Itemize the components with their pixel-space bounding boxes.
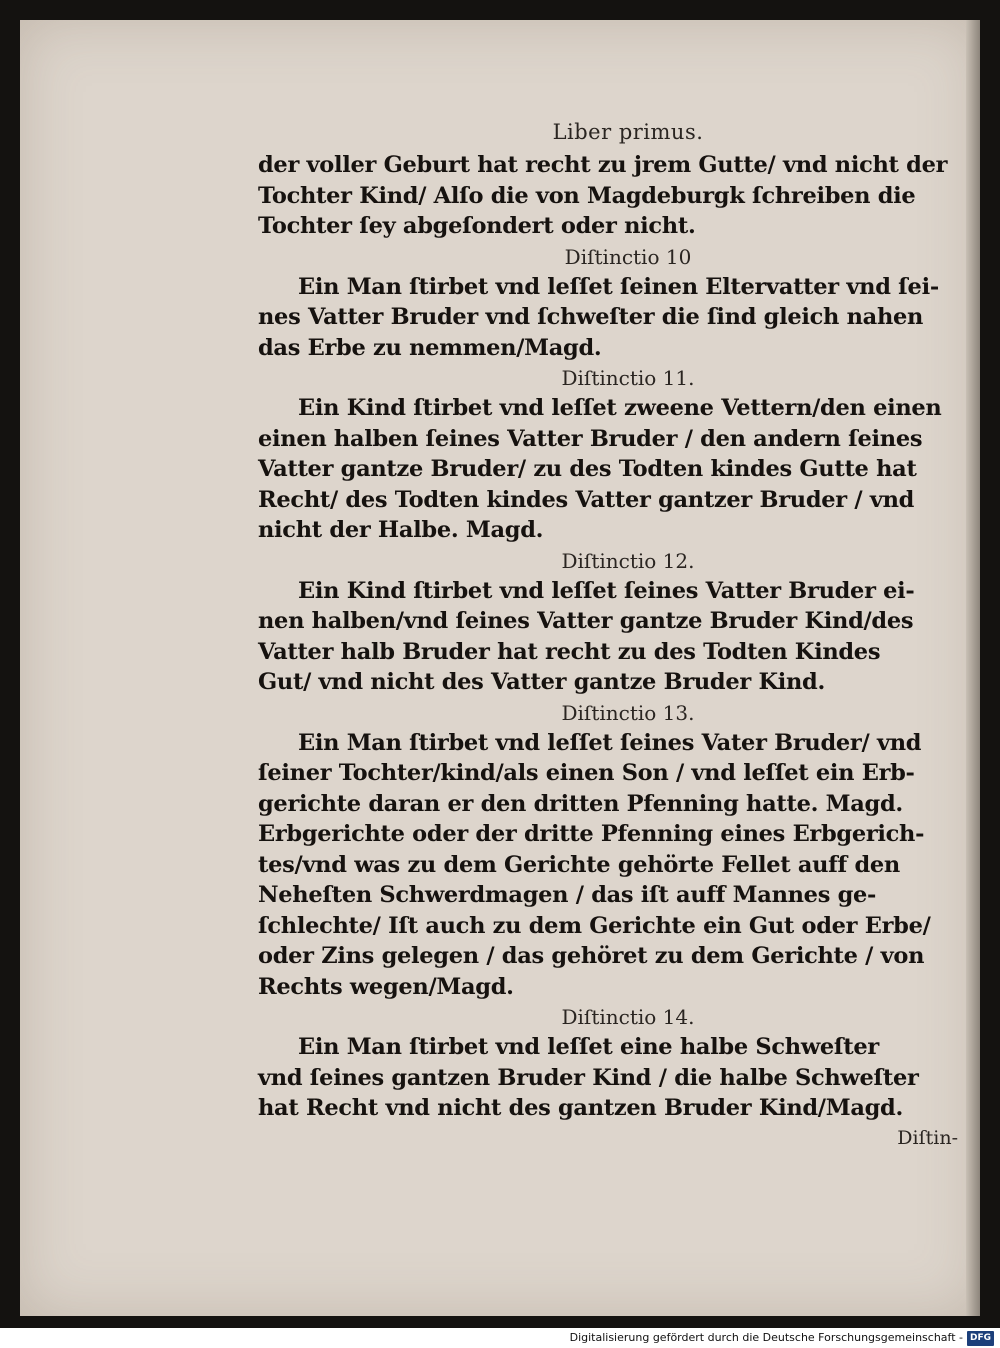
text-line: Erbgerichte oder der dritte Pfenning eines Erbgerich- bbox=[258, 821, 925, 847]
text-line: der voller Geburt hat recht zu jrem Gutte/ vnd nicht der bbox=[258, 152, 948, 178]
text-line: Ein Man ſtirbet vnd leſſet ſeinen Eltervatter vnd ſei- bbox=[298, 273, 939, 300]
text-line: vnd ſeines gantzen Bruder Kind / die halbe Schweſter bbox=[258, 1064, 919, 1091]
text-line: Rechts wegen/Magd. bbox=[258, 973, 514, 1000]
text-line: Vatter gantze Bruder/ zu des Todten kindes Gutte hat bbox=[258, 456, 917, 482]
text-line: oder Zins gelegen / das gehöret zu dem Gerichte / von bbox=[258, 943, 925, 969]
catchword: Diſtin- bbox=[897, 1126, 958, 1149]
text-line: Ein Man ſtirbet vnd leſſet eine halbe Schweſter bbox=[298, 1034, 879, 1060]
dfg-logo: DFG bbox=[967, 1331, 994, 1346]
text-line: das Erbe zu nemmen/Magd. bbox=[258, 334, 602, 361]
section-heading: Diſtinctio 14. bbox=[561, 1005, 695, 1029]
footer-credit: Digitalisierung gefördert durch die Deutsche Forschungsgemeinschaft - bbox=[569, 1331, 963, 1344]
section-heading: Diſtinctio 10 bbox=[564, 244, 692, 269]
text-line: Recht/ des Todten kindes Vatter gantzer Bruder / vnd bbox=[258, 486, 915, 513]
text-block bbox=[258, 120, 958, 1152]
text-line: tes/vnd was zu dem Gerichte gehörte Fellet auff den bbox=[258, 851, 900, 878]
text-line: nen halben/vnd ſeines Vatter gantze Bruder Kind/des bbox=[258, 608, 914, 634]
text-line: Ein Man ſtirbet vnd leſſet ſeines Vater Bruder/ vnd bbox=[298, 729, 922, 756]
text-line: Neheſten Schwerdmagen / das iſt auff Mannes ge- bbox=[258, 882, 877, 908]
text-line: ſeiner Tochter/kind/als einen Son / vnd leſſet ein Erb- bbox=[258, 760, 915, 786]
section-heading: Diſtinctio 12. bbox=[561, 548, 695, 573]
section-heading: Diſtinctio 13. bbox=[561, 700, 695, 725]
text-line: Tochter Kind/ Alſo die von Magdeburgk ſchreiben die bbox=[258, 182, 916, 209]
footer-bar bbox=[0, 1328, 1000, 1348]
page-edge bbox=[966, 20, 980, 1316]
section-heading: Diſtinctio 11. bbox=[561, 366, 695, 390]
text-line: nicht der Halbe. Magd. bbox=[258, 517, 544, 543]
text-line: einen halben ſeines Vatter Bruder / den andern ſeines bbox=[258, 425, 923, 452]
text-line: ſchlechte/ Iſt auch zu dem Gerichte ein Gut oder Erbe/ bbox=[258, 912, 931, 939]
text-line: nes Vatter Bruder vnd ſchweſter die ſind gleich nahen bbox=[258, 304, 924, 330]
running-head: Liber primus. bbox=[552, 120, 704, 144]
book-page bbox=[20, 20, 980, 1316]
text-line: Vatter halb Bruder hat recht zu des Todten Kindes bbox=[258, 638, 881, 665]
text-line: hat Recht vnd nicht des gantzen Bruder Kind/Magd. bbox=[258, 1095, 904, 1121]
text-line: Gut/ vnd nicht des Vatter gantze Bruder Kind. bbox=[258, 669, 825, 695]
text-line: Ein Kind ſtirbet vnd leſſet ſeines Vatter Bruder ei- bbox=[298, 577, 915, 604]
text-line: Tochter ſey abgeſondert oder nicht. bbox=[258, 213, 696, 239]
body-lines bbox=[258, 150, 958, 1124]
text-line: Ein Kind ſtirbet vnd leſſet zweene Vettern/den einen bbox=[298, 395, 942, 421]
text-line: gerichte daran er den dritten Pfenning hatte. Magd. bbox=[258, 790, 903, 817]
